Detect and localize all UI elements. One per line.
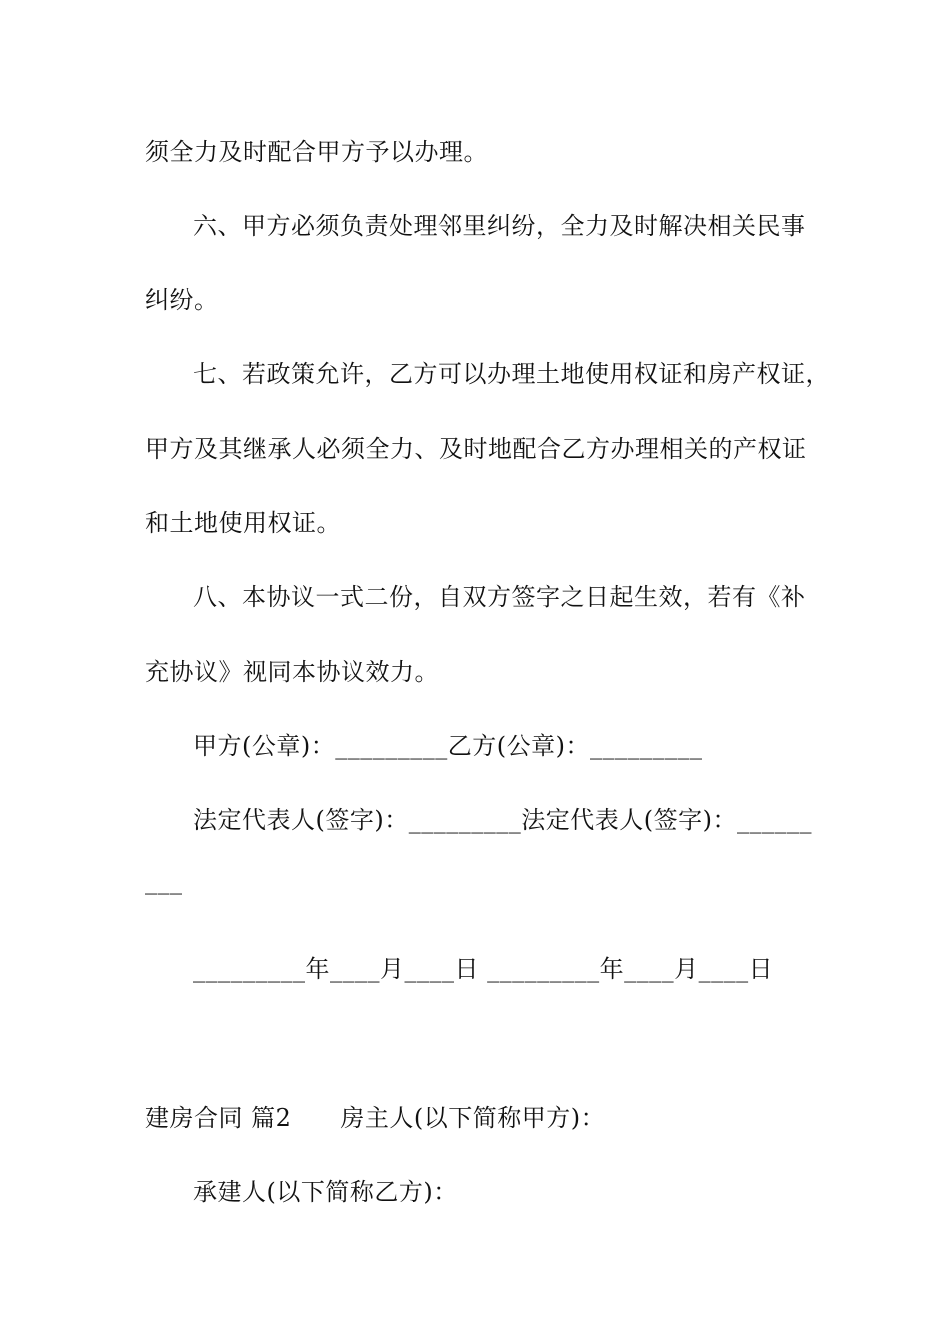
- text-line-continuation: 须全力及时配合甲方予以办理。: [145, 138, 488, 166]
- signature-line-wrap: ___: [145, 867, 183, 895]
- clause-8-line-2: 充协议》视同本协议效力。: [145, 658, 439, 686]
- clause-7-line-3: 和土地使用权证。: [145, 509, 341, 537]
- party-seal-line: 甲方(公章)：_________乙方(公章)：_________: [193, 732, 703, 760]
- clause-6-line-1: 六、甲方必须负责处理邻里纠纷，全力及时解决相关民事: [193, 212, 806, 240]
- contract-2-heading: 建房合同 篇2 房主人(以下简称甲方)：: [145, 1104, 606, 1132]
- clause-8-line-1: 八、本协议一式二份，自双方签字之日起生效，若有《补: [193, 583, 806, 611]
- clause-6-line-2: 纠纷。: [145, 286, 219, 314]
- contractor-line: 承建人(以下简称乙方)：: [193, 1178, 458, 1206]
- clause-7-line-2: 甲方及其继承人必须全力、及时地配合乙方办理相关的产权证: [145, 435, 807, 463]
- legal-rep-signature-line: 法定代表人(签字)：_________法定代表人(签字)：______: [193, 806, 812, 834]
- clause-7-line-1: 七、若政策允许，乙方可以办理土地使用权证和房产权证，: [193, 360, 830, 388]
- date-line: _________年____月____日 _________年____月____日: [193, 955, 774, 983]
